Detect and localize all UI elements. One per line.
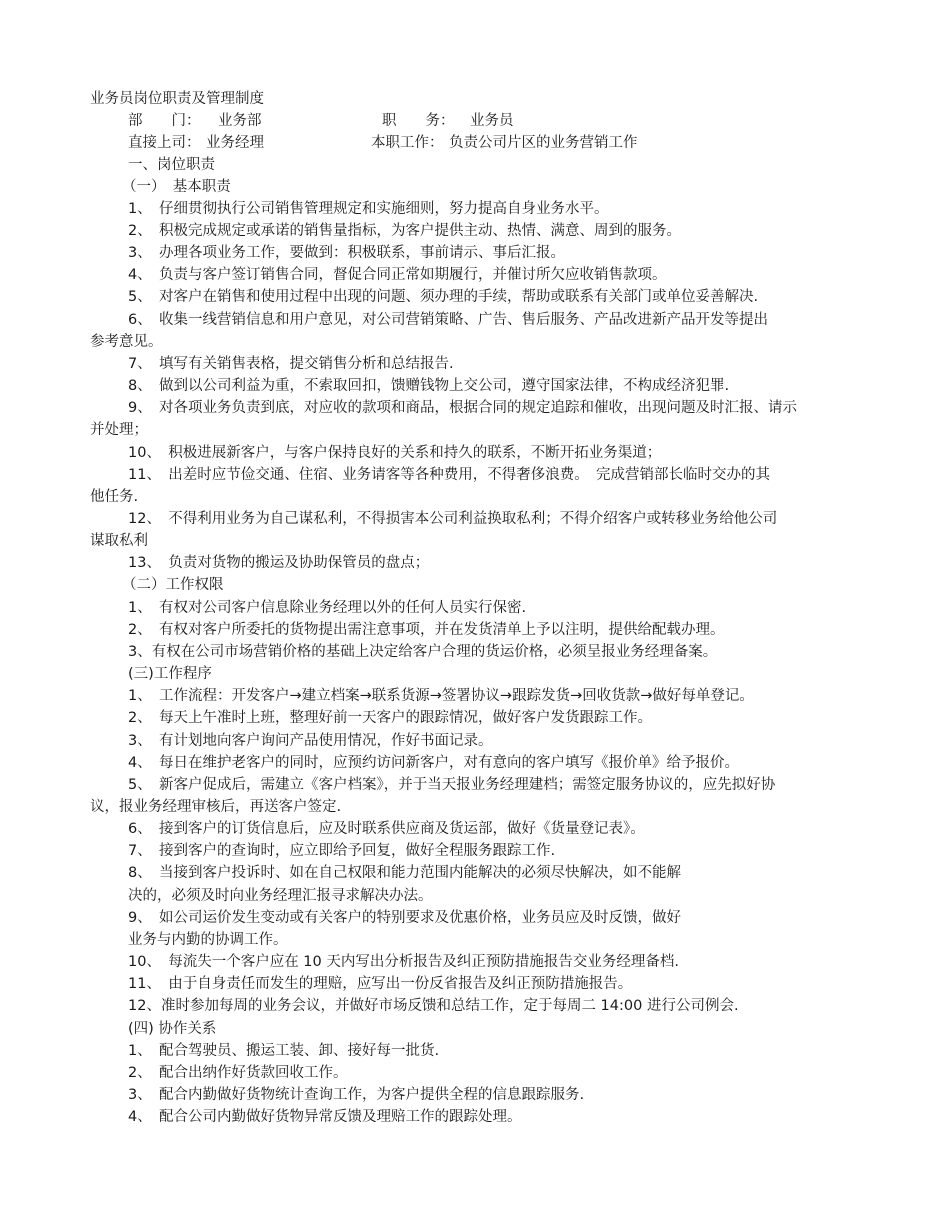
list-item: 9、 对各项业务负责到底，对应收的款项和商品，根据合同的规定追踪和催收，出现问题及时汇报、请示 — [128, 400, 797, 416]
list-item: 7、 填写有关销售表格，提交销售分析和总结报告. — [128, 356, 454, 372]
subsection-heading: (三)工作程序 — [128, 666, 212, 682]
list-item: 8、 做到以公司利益为重，不索取回扣，馈赠钱物上交公司，遵守国家法律，不构成经济犯罪. — [128, 378, 730, 394]
list-item: 4、 负责与客户签订销售合同，督促合同正常如期履行，并催讨所欠应收销售款项。 — [128, 267, 667, 283]
supervisor-value: 业务经理 — [206, 135, 264, 151]
list-item-continuation: 谋取私利 — [90, 533, 148, 549]
dept-value: 业务部 — [218, 113, 262, 129]
list-item: 1、 配合驾驶员、搬运工装、卸、接好每一批货. — [128, 1043, 440, 1059]
list-item-continuation: 决的，必须及时向业务经理汇报寻求解决办法。 — [128, 888, 433, 904]
list-item: 2、 配合出纳作好货款回收工作。 — [128, 1065, 348, 1081]
list-item: 8、 当接到客户投诉时、如在自己权限和能力范围内能解决的必须尽快解决，如不能解 — [128, 865, 681, 881]
list-item: 5、 对客户在销售和使用过程中出现的问题、须办理的手续，帮助或联系有关部门或单位妥善解决. — [128, 289, 759, 305]
list-item: 6、 接到客户的订货信息后，应及时联系供应商及货运部，做好《货量登记表》。 — [128, 821, 645, 837]
list-item: 10、 每流失一个客户应在 10 天内写出分析报告及纠正预防措施报告交业务经理备档. — [128, 954, 679, 970]
list-item: 2、 积极完成规定或承诺的销售量指标，为客户提供主动、热情、满意、周到的服务。 — [128, 223, 681, 239]
list-item: 1、 仔细贯彻执行公司销售管理规定和实施细则，努力提高自身业务水平。 — [128, 201, 609, 217]
position-value: 业务员 — [470, 113, 514, 129]
list-item: 2、 有权对客户所委托的货物提出需注意事项，并在发货清单上予以注明，提供给配载办理。 — [128, 622, 725, 638]
list-item: 7、 接到客户的查询时，应立即给予回复，做好全程服务跟踪工作. — [128, 843, 556, 859]
list-item: 12、 不得利用业务为自己谋私利，不得损害本公司利益换取私利；不得介绍客户或转移业务给他公司 — [128, 511, 778, 527]
section-heading: 一、岗位职责 — [128, 157, 215, 173]
duty-label: 本职工作： — [371, 135, 444, 151]
list-item: 1、 有权对公司客户信息除业务经理以外的任何人员实行保密. — [128, 600, 527, 616]
supervisor-label: 直接上司： — [128, 135, 201, 151]
list-item: 4、 配合公司内勤做好货物异常反馈及理赔工作的跟踪处理。 — [128, 1109, 522, 1125]
list-item: 3、 办理各项业务工作，要做到：积极联系，事前请示、事后汇报。 — [128, 245, 565, 261]
subsection-heading: (四) 协作关系 — [128, 1021, 217, 1037]
list-item: 3、 配合内勤做好货物统计查询工作，为客户提供全程的信息跟踪服务. — [128, 1087, 585, 1103]
position-label: 职 务： — [382, 113, 455, 129]
list-item-continuation: 并处理； — [90, 422, 148, 438]
list-item: 1、 工作流程：开发客户→建立档案→联系货源→签署协议→跟踪发货→回收货款→做好每单登记。 — [128, 688, 754, 704]
list-item-continuation: 业务与内勤的协调工作。 — [128, 932, 288, 948]
list-item: 12、准时参加每周的业务会议，并做好市场反馈和总结工作，定于每周二 14:00 进行公司例会. — [128, 998, 739, 1014]
list-item-continuation: 参考意见。 — [90, 334, 163, 350]
list-item-continuation: 议，报业务经理审核后，再送客户签定. — [90, 799, 342, 815]
subsection-heading: （一） 基本职责 — [122, 179, 231, 195]
dept-label: 部 门： — [128, 113, 201, 129]
subsection-heading: （二）工作权限 — [122, 577, 224, 593]
list-item: 3、 有计划地向客户询问产品使用情况，作好书面记录。 — [128, 733, 493, 749]
list-item: 11、 由于自身责任而发生的理赔，应写出一份反省报告及纠正预防措施报告。 — [128, 976, 633, 992]
list-item: 3、有权在公司市场营销价格的基础上决定给客户合理的货运价格，必须呈报业务经理备案。 — [128, 644, 718, 660]
list-item-continuation: 他任务. — [90, 489, 139, 505]
document-title: 业务员岗位职责及管理制度 — [90, 91, 264, 107]
list-item: 9、 如公司运价发生变动或有关客户的特别要求及优惠价格，业务员应及时反馈，做好 — [128, 910, 681, 926]
list-item: 2、 每天上午准时上班，整理好前一天客户的跟踪情况，做好客户发货跟踪工作。 — [128, 710, 652, 726]
list-item: 10、 积极进展新客户，与客户保持良好的关系和持久的联系，不断开拓业务渠道； — [128, 445, 662, 461]
list-item: 4、 每日在维护老客户的同时，应预约访问新客户，对有意向的客户填写《报价单》给予报价。 — [128, 755, 739, 771]
list-item: 6、 收集一线营销信息和用户意见，对公司营销策略、广告、售后服务、产品改进新产品开发等提出 — [128, 312, 768, 328]
list-item: 5、 新客户促成后，需建立《客户档案》，并于当天报业务经理建档；需签定服务协议的，应先拟好协 — [128, 777, 776, 793]
list-item: 11、 出差时应节俭交通、住宿、业务请客等各种费用，不得奢侈浪费。 完成营销部长临时交办的其 — [128, 467, 770, 483]
duty-value: 负责公司片区的业务营销工作 — [449, 135, 638, 151]
list-item: 13、 负责对货物的搬运及协助保管员的盘点； — [128, 555, 430, 571]
